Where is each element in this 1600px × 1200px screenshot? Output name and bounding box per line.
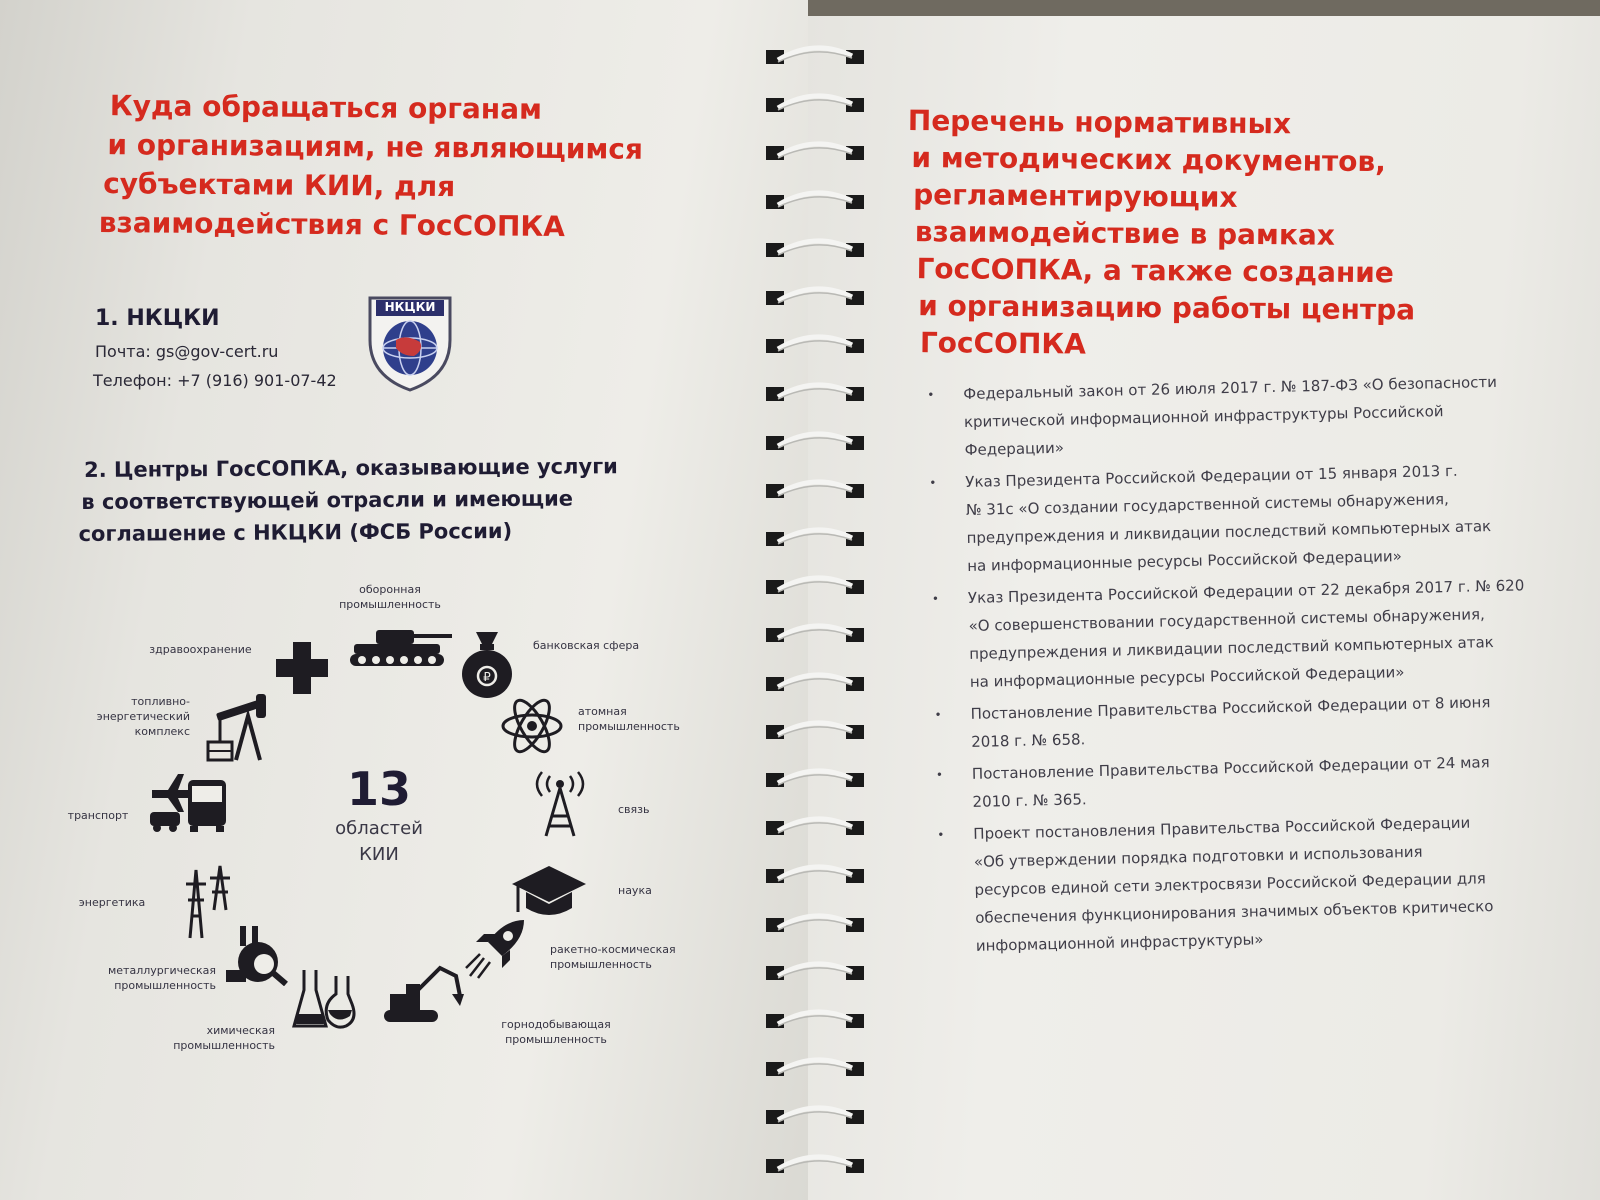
document-line: критической информационной инфраструктуры Российской [963,402,1444,431]
bullet-icon: • [934,707,942,722]
left-heading [99,86,644,247]
document-line: предупреждения и ликвидации последствий компьютерных атак [966,517,1492,547]
document-line: ресурсов единой сети электросвязи Российской Федерации для [974,869,1486,899]
coil-ring [760,669,870,697]
coil-ring [760,1054,870,1082]
section2-title [78,450,618,550]
right-heading [906,102,1417,365]
section2-title-line: соглашение с НКЦКИ (ФСБ России) [78,518,513,546]
right-heading-line: и организацию работы центра [918,289,1416,327]
document-line: Федерации» [964,438,1065,459]
coil-ring [760,524,870,552]
coil-ring [760,1102,870,1130]
coil-ring [760,717,870,745]
document-line: на информационные ресурсы Российской Федерации» [969,663,1405,691]
coil-ring [760,42,870,70]
document-line: «Об утверждении порядка подготовки и использования [973,842,1423,871]
kii-count: 13 [346,762,411,816]
atom-icon [500,694,564,758]
document-item [929,454,1587,580]
right-heading-line: взаимодействие в рамках [914,215,1335,252]
oil-pump-icon [206,692,272,762]
right-heading-line: ГосСОПКА, а также создание [916,252,1395,290]
coil-ring [760,90,870,118]
sector-label-defense: оборонная промышленность [339,583,441,611]
right-heading-line: Перечень нормативных [907,103,1292,141]
sector-label-metallurgy: металлургическая промышленность [107,964,216,992]
document-line: 2010 г. № 365. [972,790,1087,811]
sector-label-fuel: топливно-энергетический комплекс [96,695,190,738]
kii-count-label1: областей [335,818,423,839]
document-line: Постановление Правительства Российской Федерации от 8 июня [970,693,1491,723]
radio-tower-icon [528,770,592,838]
bullet-icon: • [931,591,940,606]
coil-ring [760,765,870,793]
bullet-icon: • [935,767,944,782]
coil-ring [760,138,870,166]
sector-label-transport: транспорт [67,809,129,822]
document-item [934,686,1591,756]
bullet-icon: • [929,475,937,490]
coil-ring [760,379,870,407]
coil-ring [760,283,870,311]
left-heading-line: субъектами КИИ, для [103,167,456,204]
right-heading-line: и методических документов, [911,141,1386,179]
contact-phone: Телефон: +7 (916) 901-07-42 [93,371,337,390]
document-line: 2018 г. № 658. [971,730,1086,751]
graduation-cap-icon [510,864,588,920]
chemistry-flasks-icon [292,966,360,1032]
spiral-binding [760,30,870,1170]
document-line: № 31с «О создании государственной системы обнаружения, [965,490,1449,519]
section2-title-line: 2. Центры ГосСОПКА, оказывающие услуги [84,454,618,482]
coil-ring [760,572,870,600]
bullet-icon: • [927,387,935,402]
sector-label-science: наука [618,884,652,897]
document-item [931,570,1590,696]
money-bag-icon [460,628,514,700]
nkcki-logo-text: НКЦКИ [384,300,436,314]
document-item [935,746,1593,816]
coil-ring [760,620,870,648]
sector-label-atomic: атомная промышленность [578,705,680,733]
sector-label-communication: связь [618,803,650,816]
left-heading-line: и организациям, не являющимся [107,128,644,166]
right-heading-line: ГосСОПКА [919,326,1087,361]
coil-ring [760,861,870,889]
coil-ring [760,910,870,938]
excavator-icon [380,962,466,1026]
coil-ring [760,476,870,504]
sector-label-rocket: ракетно-космическая промышленность [550,943,676,971]
document-line: Указ Президента Российской Федерации от 15 января 2013 г. [965,461,1458,491]
left-heading-line: Куда обращаться органам [109,89,543,126]
document-line: Федеральный закон от 26 июля 2017 г. № 187-ФЗ «О безопасности [963,372,1498,403]
sector-label-mining: горнодобывающая промышленность [501,1018,611,1046]
document-item [937,806,1596,960]
coil-ring [760,1151,870,1179]
document-item [927,366,1585,464]
coil-ring [760,428,870,456]
document-line: информационной инфраструктуры» [975,930,1264,955]
document-line: Постановление Правительства Российской Федерации от 24 мая [971,753,1490,783]
coil-ring [760,187,870,215]
coil-ring [760,331,870,359]
right-heading-line: регламентирующих [913,178,1238,214]
svg-text:₽: ₽ [483,670,491,684]
bullet-icon: • [937,827,945,842]
coil-ring [760,235,870,263]
sector-label-chemical: химическая промышленность [173,1024,275,1052]
document-line: на информационные ресурсы Российской Федерации» [967,547,1403,575]
document-line: предупреждения и ликвидации последствий компьютерных атак [969,633,1494,663]
section1-title: 1. НКЦКИ [95,306,220,331]
coil-ring [760,1006,870,1034]
coil-ring [760,813,870,841]
plane-bus-car-icon [148,772,230,834]
contact-email: Почта: gs@gov-cert.ru [95,342,279,361]
metallurgy-ladle-icon [224,924,290,986]
section2-title-line: в соответствующей отрасли и имеющие [81,486,574,514]
left-heading-line: взаимодействия с ГосСОПКА [98,205,566,244]
coil-ring [760,958,870,986]
medical-cross-icon [274,640,330,696]
sector-label-banking: банковская сфера [533,639,640,652]
sector-label-energy: энергетика [78,896,146,909]
document-line: обеспечения функционирования значимых объектов критическо [975,897,1494,927]
document-line: Указ Президента Российской Федерации от 22 декабря 2017 г. № 620 [967,576,1525,607]
document-line: «О совершенствовании государственной системы обнаружения, [968,605,1485,635]
rocket-icon [464,914,532,982]
tank-icon [346,622,456,670]
kii-count-label2: КИИ [359,844,399,865]
document-line: Проект постановления Правительства Российской Федерации [973,813,1471,843]
sector-label-health: здравоохранение [149,643,252,656]
documents-bullet-list [927,366,1596,960]
right-page [808,16,1600,1200]
documents-list [927,366,1596,964]
